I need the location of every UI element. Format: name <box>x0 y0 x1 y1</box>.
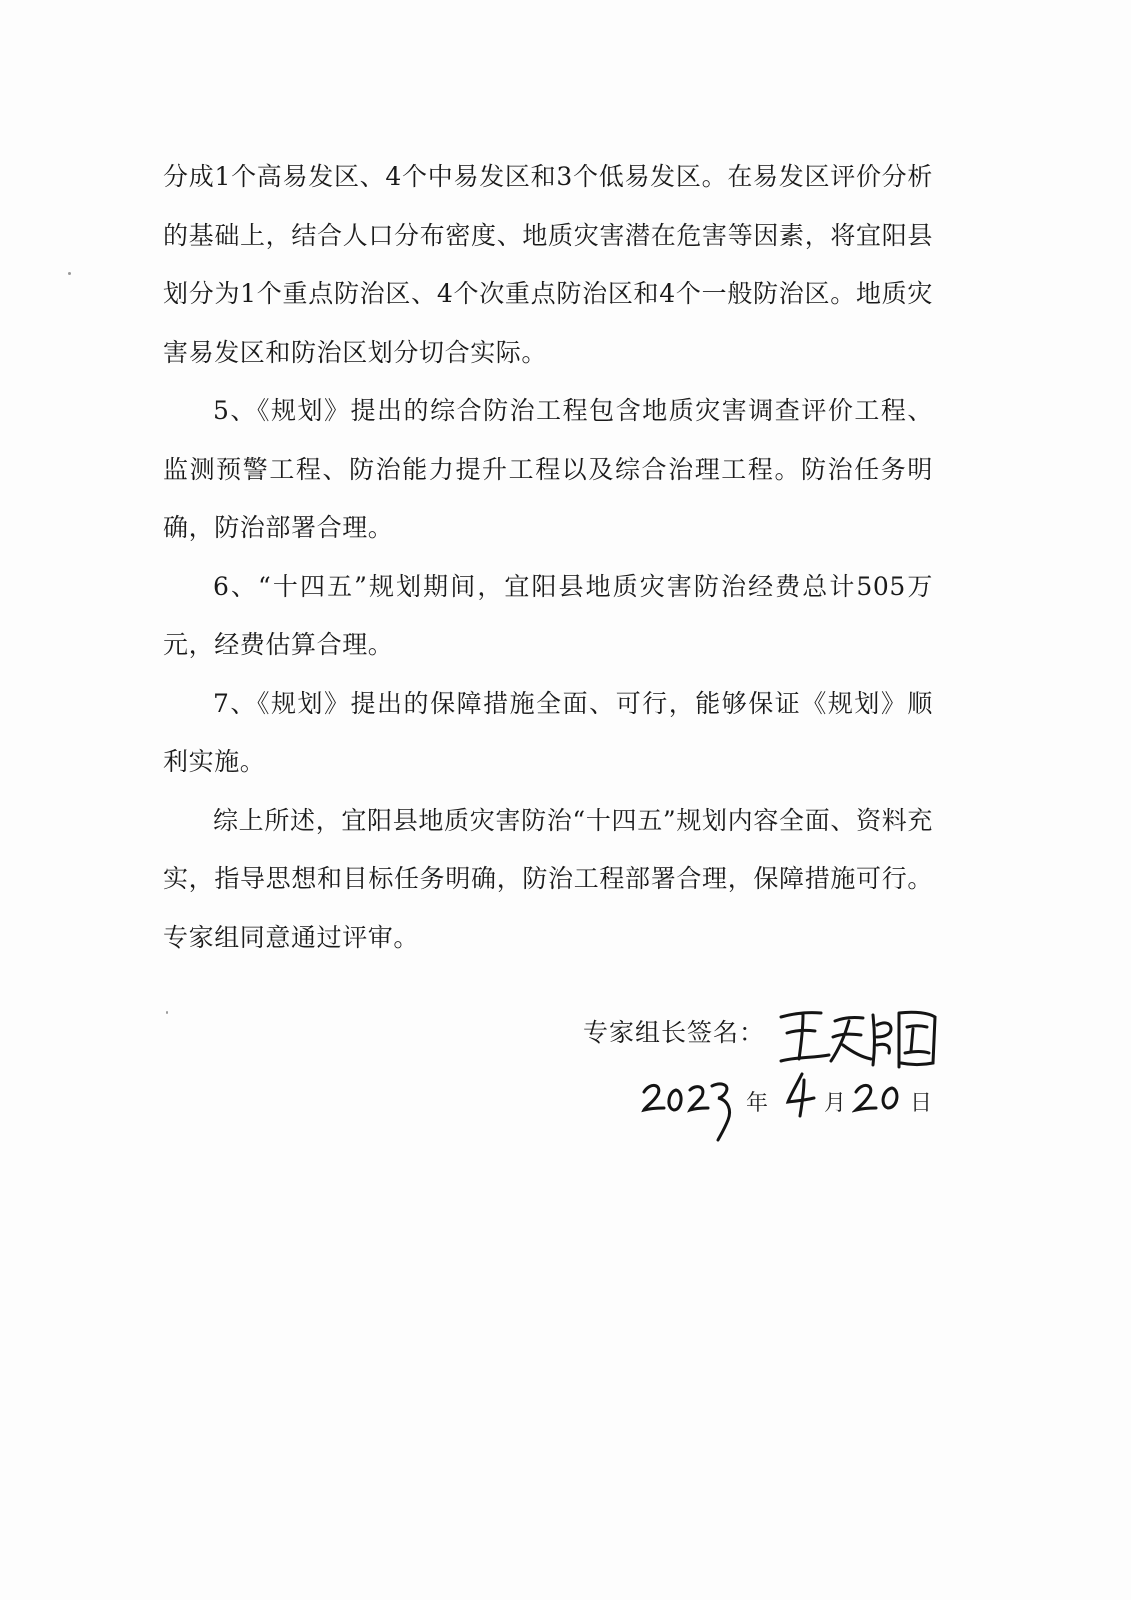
month-unit: 月 <box>824 1091 847 1116</box>
scan-speck <box>166 1011 168 1014</box>
date-line <box>640 1066 940 1146</box>
paragraph-conclusion: 综上所述，宜阳县地质灾害防治“十四五”规划内容全面、资料充实，指导思想和目标任务明确，防治工程部署合理，保障措施可行。专家组同意通过评审。 <box>163 805 933 952</box>
handwritten-signature <box>773 1003 943 1071</box>
handwritten-month <box>784 1070 818 1120</box>
day-unit: 日 <box>910 1091 933 1116</box>
handwritten-year <box>640 1074 740 1144</box>
scan-speck <box>68 272 71 275</box>
paragraph-zoning: 分成1个高易发区、4个中易发区和3个低易发区。在易发区评价分析的基础上，结合人口分布密度、地质灾害潜在危害等因素，将宜阳县划分为1个重点防治区、4个次重点防治区和4个一般防治区。地质灾害易发区和防治区划分切合实际。 <box>163 162 933 367</box>
year-unit: 年 <box>746 1091 769 1116</box>
handwritten-day <box>852 1078 908 1118</box>
signature-line <box>583 1003 963 1073</box>
paragraph-item-5: 5、《规划》提出的综合防治工程包含地质灾害调查评价工程、监测预警工程、防治能力提升工程以及综合治理工程。防治任务明确，防治部署合理。 <box>163 396 933 542</box>
paragraph-item-7: 7、《规划》提出的保障措施全面、可行，能够保证《规划》顺利实施。 <box>163 688 933 776</box>
paragraph-item-6: 6、“十四五”规划期间，宜阳县地质灾害防治经费总计505万元，经费估算合理。 <box>163 571 933 659</box>
document-body <box>163 148 933 967</box>
signature-label: 专家组长签名： <box>583 1018 766 1047</box>
